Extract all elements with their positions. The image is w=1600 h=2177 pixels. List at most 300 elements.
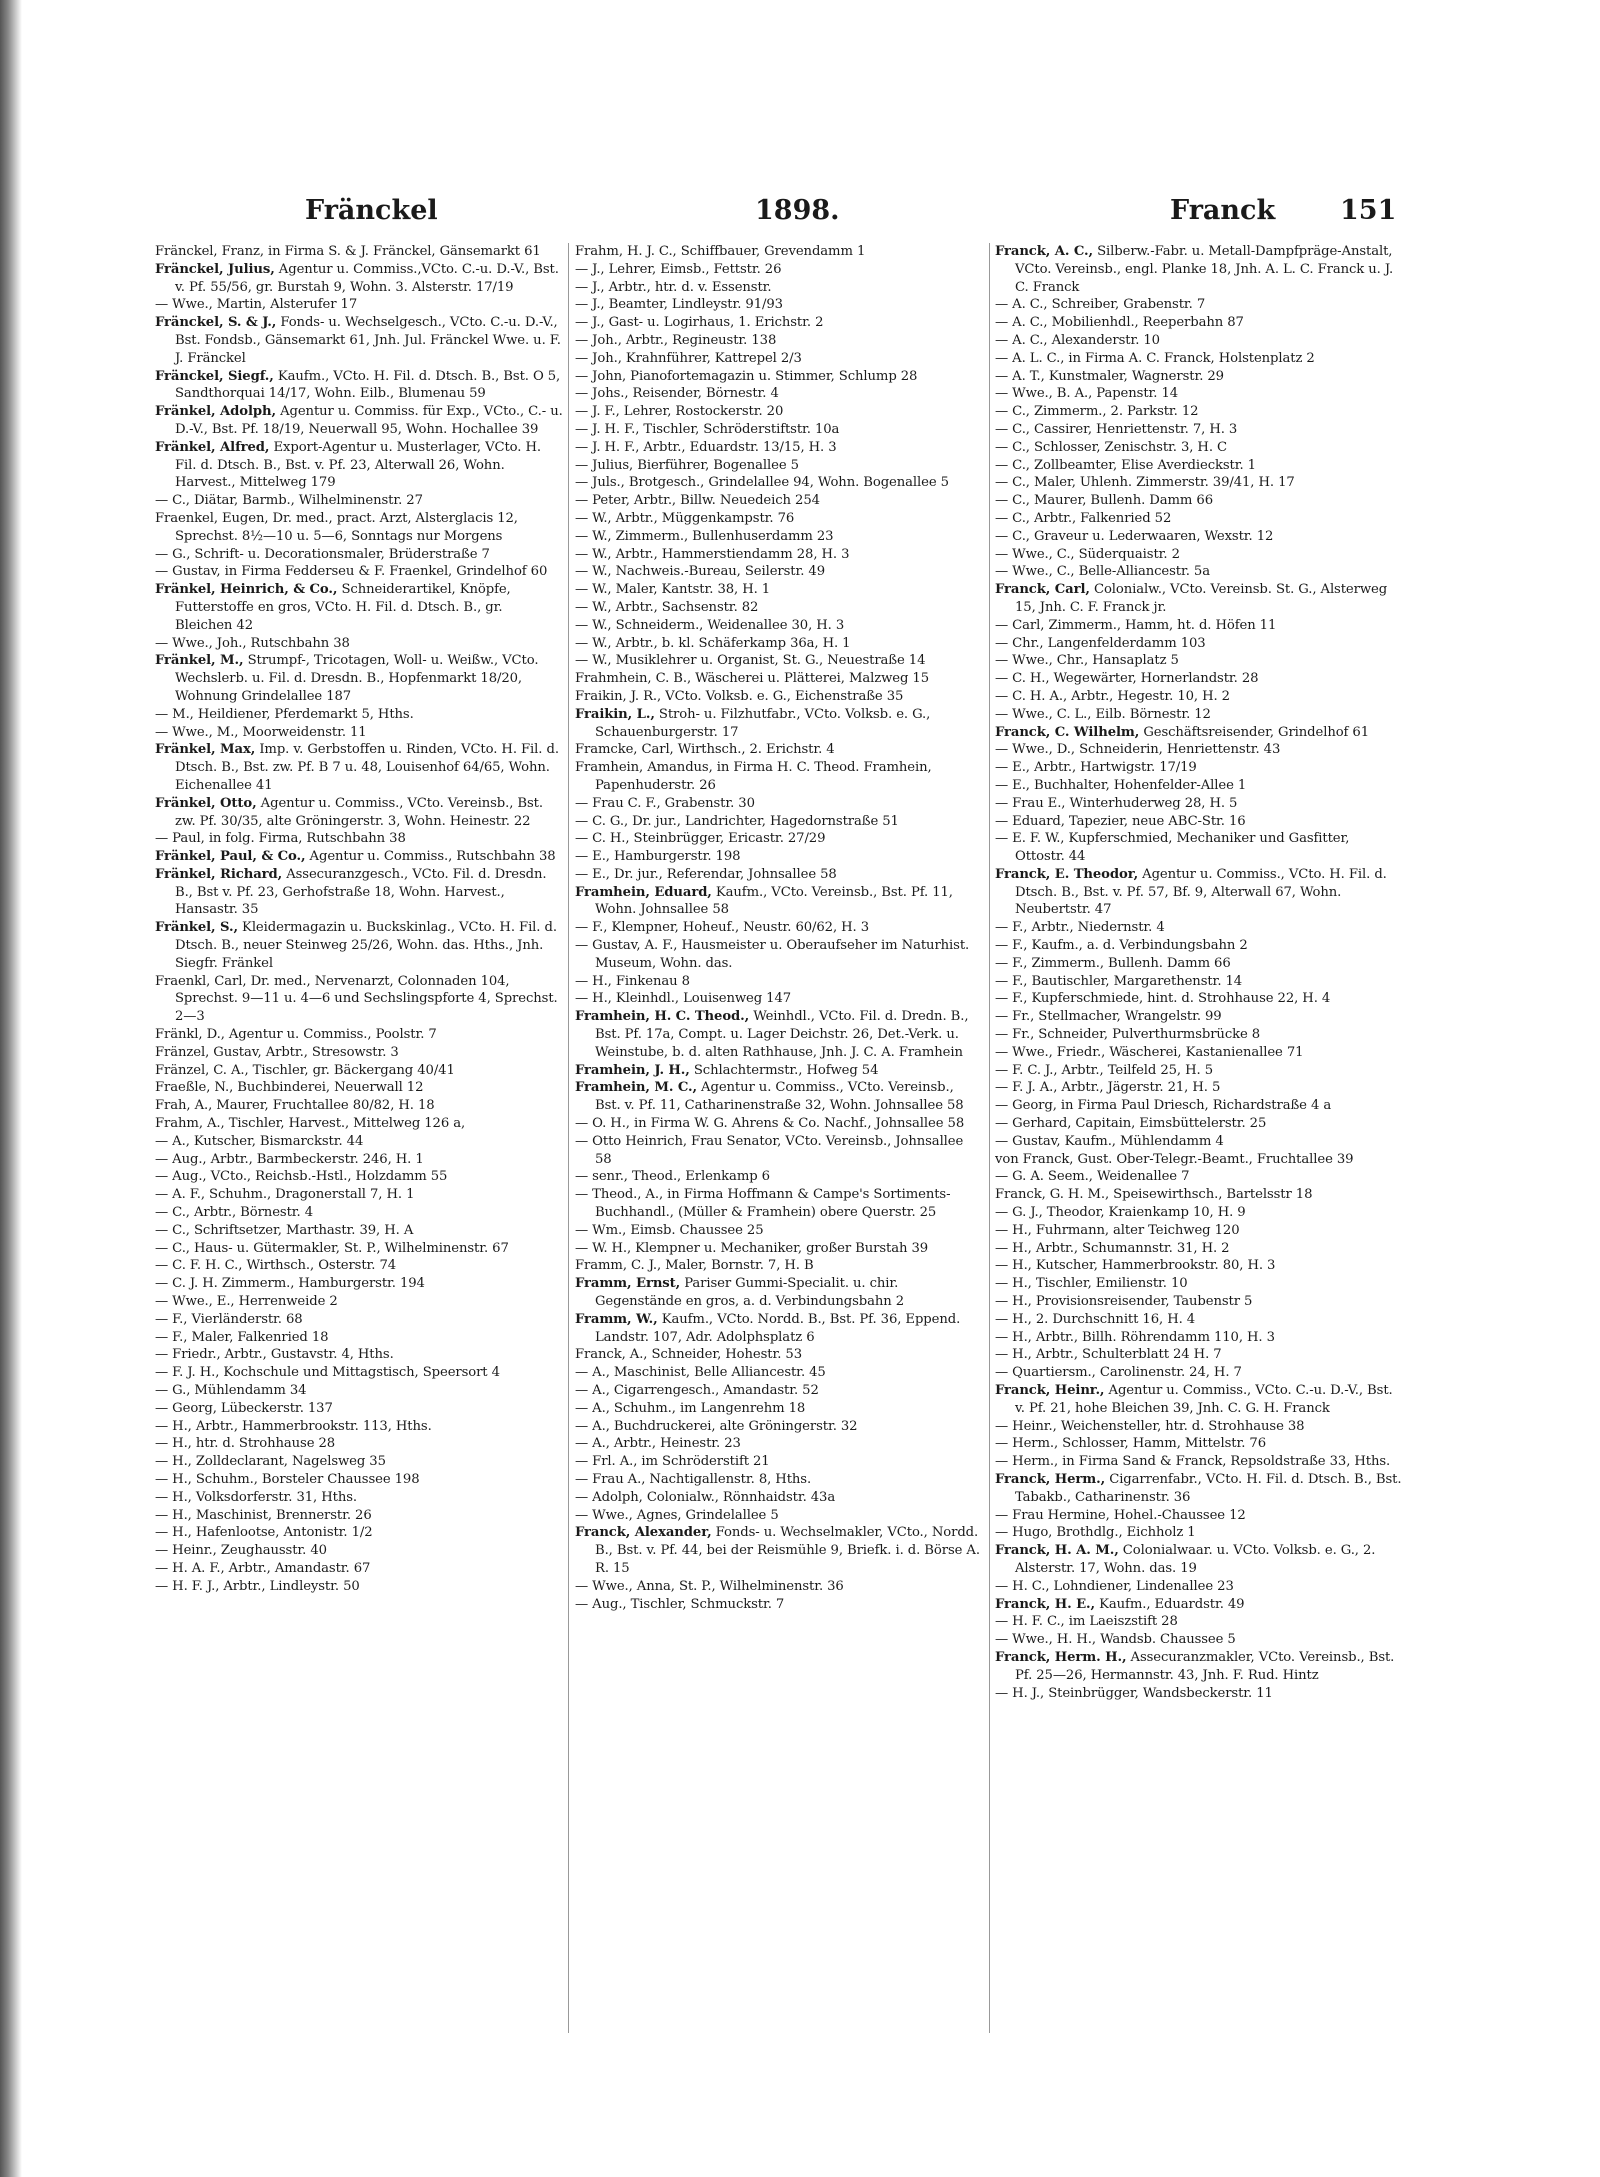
entry-text: — A. C., Mobilienhdl., Reeperbahn 87 [995,315,1244,331]
entry-text: — Julius, Bierführer, Bogenallee 5 [575,457,799,473]
directory-entry [995,1204,1403,1222]
entry-text: — H. C., Lohndiener, Lindenallee 23 [995,1578,1234,1594]
directory-entry [575,741,983,759]
entry-text: — C., Cassirer, Henriettenstr. 7, H. 3 [995,421,1238,437]
directory-entry [155,830,563,848]
directory-entry [575,243,983,261]
entry-text: — Frau C. F., Grabenstr. 30 [575,795,755,811]
entry-text: Fränzel, Gustav, Arbtr., Stresowstr. 3 [155,1044,399,1060]
entry-text: — H. A. F., Arbtr., Amandastr. 67 [155,1560,371,1576]
directory-page [155,195,1400,2035]
entry-text: von Franck, Gust. Ober-Telegr.-Beamt., Fruchtallee 39 [995,1151,1354,1167]
directory-entry [155,1329,563,1347]
directory-entry [155,1471,563,1489]
directory-entry [575,652,983,670]
entry-text: — Chr., Langenfelderdamm 103 [995,635,1206,651]
directory-entry [995,368,1403,386]
entry-text: — Heinr., Weichensteller, htr. d. Strohhause 38 [995,1418,1305,1434]
directory-entry [995,1578,1403,1596]
entry-text: — W., Maler, Kantstr. 38, H. 1 [575,582,771,598]
directory-entry [155,724,563,742]
directory-entry [995,866,1403,919]
directory-entry [995,1453,1403,1471]
entry-text: — H., Arbtr., Hammerbrookstr. 113, Hths. [155,1418,432,1434]
directory-entry [575,368,983,386]
entry-text: — Georg, in Firma Paul Driesch, Richardstraße 4 a [995,1098,1332,1114]
directory-entry [995,990,1403,1008]
directory-entry [155,1115,563,1133]
entry-text: — H., Provisionsreisender, Taubenstr 5 [995,1294,1253,1310]
entry-text: Kaufm., Eduardstr. 49 [1095,1596,1245,1612]
directory-entry [155,1186,563,1204]
directory-entry [155,1311,563,1329]
entry-text: — W., Arbtr., Sachsenstr. 82 [575,599,759,615]
entry-text: — G. J., Theodor, Kraienkamp 10, H. 9 [995,1205,1246,1221]
directory-entry [575,510,983,528]
entry-text: — Wwe., M., Moorweidenstr. 11 [155,724,367,740]
directory-entry [155,652,563,705]
entry-text: — F., Arbtr., Niedernstr. 4 [995,920,1165,936]
directory-entry [155,795,563,831]
entry-text: Frahmhein, C. B., Wäscherei u. Plätterei, Malzweg 15 [575,671,929,687]
entry-text: — G., Schrift- u. Decorationsmaler, Brüderstraße 7 [155,546,490,562]
entry-name-bold: Framhein, M. C., [575,1080,697,1096]
directory-entry [995,937,1403,955]
directory-entry [995,635,1403,653]
entry-text: — H., Schuhm., Borsteler Chaussee 198 [155,1471,420,1487]
directory-entry [155,510,563,546]
directory-entry [575,1008,983,1061]
entry-text: — Joh., Krahnführer, Kattrepel 2/3 [575,350,802,366]
page-number: 151 [1340,195,1397,226]
entry-text: Agentur u. Commiss. für Exp., VCto., C.- u. D.-V., Bst. Pf. 18/19, Neuerwall 95, Wohn. Hochallee 39 [175,404,563,437]
directory-entry [575,421,983,439]
entry-name-bold: Fränckel, S. & J., [155,315,277,331]
entry-text: — C., Zollbeamter, Elise Averdieckstr. 1 [995,457,1256,473]
entry-text: — Wm., Eimsb. Chaussee 25 [575,1222,764,1238]
directory-entry [995,741,1403,759]
directory-entry [995,1542,1403,1578]
entry-text: — Aug., Arbtr., Barmbeckerstr. 246, H. 1 [155,1151,424,1167]
directory-entry [995,528,1403,546]
entry-text: — A., Cigarrengesch., Amandastr. 52 [575,1383,819,1398]
entry-text: — C., Maurer, Bullenh. Damm 66 [995,493,1213,509]
directory-entry [575,1596,983,1614]
entry-name-bold: Franck, Heinr., [995,1383,1105,1398]
entry-text: — Wwe., Anna, St. P., Wilhelminenstr. 36 [575,1578,844,1594]
entry-text: Assecuranzmakler, VCto. Vereinsb., Bst. Pf. 25—26, Hermannstr. 43, Jnh. F. Rud. Hintz [1015,1649,1395,1683]
entry-text: — A. L. C., in Firma A. C. Franck, Holstenplatz 2 [995,350,1315,366]
directory-entry [995,1524,1403,1542]
directory-entry [575,1168,983,1186]
directory-entry [575,457,983,475]
directory-entry [995,1079,1403,1097]
entry-text: Weinhdl., VCto. Fil. d. Dredn. B., Bst. Pf. 17a, Compt. u. Lager Deichstr. 26, Det.-Verk. u. Weinstube, b. d. alten Rathhause, Jnh. J. C. A. Framhein [595,1009,969,1060]
directory-entry [995,1026,1403,1044]
entry-name-bold: Framhein, J. H., [575,1062,690,1078]
entry-text: — F. J. H., Kochschule und Mittagstisch, Speersort 4 [155,1365,500,1381]
entry-text: Fraikin, J. R., VCto. Volksb. e. G., Eichenstraße 35 [575,688,904,704]
entry-text: — C. H. A., Arbtr., Hegestr. 10, H. 2 [995,688,1230,704]
entry-text: Agentur u. Commiss., VCto. Vereinsb., Bst. v. Pf. 11, Catharinenstraße 32, Wohn. Johnsallee 58 [595,1080,964,1114]
directory-entry [575,990,983,1008]
directory-entry [995,474,1403,492]
directory-entry [995,1631,1403,1649]
entry-text: — John, Pianofortemagazin u. Stimmer, Schlump 28 [575,368,918,384]
directory-entry [995,421,1403,439]
directory-entry [575,1133,983,1169]
entry-text: — A. T., Kunstmaler, Wagnerstr. 29 [995,368,1224,384]
entry-text: — C., Arbtr., Börnestr. 4 [155,1205,314,1221]
directory-entry [995,243,1403,296]
entry-text: — Otto Heinrich, Frau Senator, VCto. Vereinsb., Johnsallee 58 [575,1133,964,1167]
entry-text: — F. C. J., Arbtr., Teilfeld 25, H. 5 [995,1062,1213,1078]
entry-text: Frahm, A., Tischler, Harvest., Mittelweg 126 a, [155,1116,466,1132]
entry-text: Kaufm., VCto. Vereinsb., Bst. Pf. 11, Wohn. Johnsallee 58 [595,884,953,918]
directory-entry [155,919,563,972]
directory-entry [155,314,563,367]
directory-entry [155,1133,563,1151]
entry-text: Stroh- u. Filzhutfabr., VCto. Volksb. e. G., Schauenburgerstr. 17 [595,706,931,740]
entry-text: Pariser Gummi-Specialit. u. chir. Gegenstände en gros, a. d. Verbindungsbahn 2 [595,1276,905,1310]
entry-text: — A., Buchdruckerei, alte Gröningerstr. 32 [575,1418,858,1434]
entry-text: — F., Vierländerstr. 68 [155,1311,303,1327]
entry-text: Export-Agentur u. Musterlager, VCto. H. Fil. d. Dtsch. B., Bst. v. Pf. 23, Alterwall 26, Wohn. Harvest., Mittelweg 179 [175,439,541,491]
entry-name-bold: Franck, C. Wilhelm, [995,724,1140,740]
directory-columns [155,243,1400,2033]
entry-text: Geschäftsreisender, Grindelhof 61 [1139,724,1370,740]
directory-entry [155,1222,563,1240]
directory-entry [155,1275,563,1293]
directory-entry [155,1400,563,1418]
entry-text: — Herm., Schlosser, Hamm, Mittelstr. 76 [995,1436,1267,1452]
entry-text: — Joh., Arbtr., Regineustr. 138 [575,332,777,348]
directory-entry [995,706,1403,724]
entry-text: — Peter, Arbtr., Billw. Neuedeich 254 [575,493,820,509]
directory-entry [995,1293,1403,1311]
directory-entry [995,439,1403,457]
entry-text: — J., Beamter, Lindleystr. 91/93 [575,297,783,313]
directory-entry [575,937,983,973]
entry-text: — G., Mühlendamm 34 [155,1383,307,1398]
directory-entry [575,474,983,492]
directory-entry [575,1257,983,1275]
directory-entry [995,1222,1403,1240]
directory-entry [155,1435,563,1453]
entry-name-bold: Fränkel, Alfred, [155,439,270,455]
entry-text: — C., Schriftsetzer, Marthastr. 39, H. A [155,1222,414,1238]
entry-text: — Wwe., Chr., Hansaplatz 5 [995,653,1179,669]
entry-text: Fränkl, D., Agentur u. Commiss., Poolstr. 7 [155,1027,437,1043]
entry-text: — A., Kutscher, Bismarckstr. 44 [155,1133,364,1149]
entry-name-bold: Franck, E. Theodor, [995,866,1139,882]
entry-text: — H., Zolldeclarant, Nagelsweg 35 [155,1454,386,1470]
entry-text: — Wwe., Joh., Rutschbahn 38 [155,635,350,651]
directory-entry [155,635,563,653]
directory-entry [995,492,1403,510]
entry-text: — Wwe., Martin, Alsterufer 17 [155,297,358,313]
directory-entry [575,1222,983,1240]
entry-text: Fraenkl, Carl, Dr. med., Nervenarzt, Colonnaden 104, Sprechst. 9—11 u. 4—6 und Sechslingspforte 4, Sprechst. 2—3 [155,973,558,1025]
entry-text: — Wwe., C., Süderquaistr. 2 [995,546,1180,562]
directory-entry [155,563,563,581]
entry-text: Fraenkel, Eugen, Dr. med., pract. Arzt, Alsterglacis 12, Sprechst. 8½—10 u. 5—6, Sonntags nur Morgens [155,510,518,544]
entry-text: Fraeßle, N., Buchbinderei, Neuerwall 12 [155,1080,424,1096]
directory-entry [995,795,1403,813]
entry-text: Agentur u. Commiss., VCto. Vereinsb., Bst. zw. Pf. 30/35, alte Gröningerstr. 3, Wohn. Heinestr. 22 [175,795,543,829]
directory-entry [575,439,983,457]
entry-text: — C., Arbtr., Falkenried 52 [995,510,1172,526]
directory-entry [575,848,983,866]
entry-text: — H., Arbtr., Billh. Röhrendamm 110, H. 3 [995,1329,1275,1345]
directory-entry [575,261,983,279]
directory-entry [575,1186,983,1222]
entry-text: — O. H., in Firma W. G. Ahrens & Co. Nachf., Johnsallee 58 [575,1116,965,1132]
column-3 [995,243,1403,2033]
entry-text: — Wwe., C., Belle-Alliancestr. 5a [995,564,1210,580]
directory-entry [995,724,1403,742]
entry-text: — Paul, in folg. Firma, Rutschbahn 38 [155,831,406,847]
directory-entry [995,1186,1403,1204]
directory-entry [995,457,1403,475]
directory-entry [995,1097,1403,1115]
directory-entry [995,1062,1403,1080]
directory-entry [575,546,983,564]
entry-text: — Theod., A., in Firma Hoffmann & Campe's Sortiments-Buchhandl., (Müller & Framhein) obere Querstr. 25 [575,1187,951,1221]
entry-text: — C., Maler, Uhlenh. Zimmerstr. 39/41, H. 17 [995,475,1295,491]
entry-text: — Georg, Lübeckerstr. 137 [155,1400,333,1416]
entry-text: Kaufm., VCto. Nordd. B., Bst. Pf. 36, Eppend. Landstr. 107, Adr. Adolphsplatz 6 [595,1311,961,1345]
entry-text: — Wwe., Agnes, Grindelallee 5 [575,1507,779,1523]
directory-entry [995,1649,1403,1685]
entry-name-bold: Franck, Alexander, [575,1525,712,1541]
entry-text: — A., Maschinist, Belle Alliancestr. 45 [575,1365,826,1381]
entry-text: Strumpf-, Tricotagen, Woll- u. Weißw., VCto. Wechslerb. u. Fil. d. Dresdn. B., Hopfenmarkt 18/20, Wohnung Grindelallee 187 [175,653,539,704]
entry-text: — W., Arbtr., Müggenkampstr. 76 [575,510,795,526]
entry-text: — J., Lehrer, Eimsb., Fettstr. 26 [575,261,782,277]
directory-entry [575,1418,983,1436]
entry-name-bold: Fränckel, Julius, [155,261,275,277]
entry-text: — Hugo, Brothdlg., Eichholz 1 [995,1525,1196,1541]
directory-entry [155,1151,563,1169]
entry-text: — Frau A., Nachtigallenstr. 8, Hths. [575,1471,812,1487]
entry-text: — Wwe., C. L., Eilb. Börnestr. 12 [995,706,1211,722]
directory-entry [155,546,563,564]
entry-text: — C. J. H. Zimmerm., Hamburgerstr. 194 [155,1276,425,1292]
running-head-year: 1898. [755,195,840,226]
directory-entry [575,1062,983,1080]
directory-entry [995,759,1403,777]
directory-entry [995,581,1403,617]
entry-text: — C., Zimmerm., 2. Parkstr. 12 [995,404,1199,420]
entry-name-bold: Franck, H. A. M., [995,1543,1119,1559]
directory-entry [155,1578,563,1596]
entry-text: — F., Maler, Falkenried 18 [155,1329,329,1345]
directory-entry [995,919,1403,937]
entry-name-bold: Fränckel, Siegf., [155,368,274,384]
directory-entry [155,1293,563,1311]
directory-entry [575,279,983,297]
entry-text: — H., Fuhrmann, alter Teichweg 120 [995,1222,1240,1238]
entry-text: — J., Gast- u. Logirhaus, 1. Erichstr. 2 [575,315,824,331]
entry-text: — C. H., Steinbrügger, Ericastr. 27/29 [575,831,826,847]
entry-text: Agentur u. Commiss., VCto. H. Fil. d. Dtsch. B., Bst. v. Pf. 57, Bf. 9, Alterwall 67, Wohn. Neubertstr. 47 [1015,866,1387,918]
entry-text: — Wwe., E., Herrenweide 2 [155,1294,338,1310]
directory-entry [575,1578,983,1596]
entry-text: — E., Buchhalter, Hohenfelder-Allee 1 [995,777,1247,793]
entry-name-bold: Fraikin, L., [575,706,655,722]
entry-text: — F., Bautischler, Margarethenstr. 14 [995,973,1243,989]
directory-entry [575,296,983,314]
entry-text: Assecuranzgesch., VCto. Fil. d. Dresdn. B., Bst v. Pf. 23, Gerhofstraße 18, Wohn. Harvest., Hansastr. 35 [175,866,547,918]
directory-entry [995,652,1403,670]
entry-text: — Gustav, A. F., Hausmeister u. Oberaufseher im Naturhist. Museum, Wohn. das. [575,938,970,971]
entry-text: Silberw.-Fabr. u. Metall-Dampfpräge-Anstalt, VCto. Vereinsb., engl. Planke 18, Jnh. A. L. C. Franck u. J. C. Franck [1015,244,1394,295]
directory-entry [575,830,983,848]
entry-text: — H., Maschinist, Brennerstr. 26 [155,1507,372,1523]
entry-text: — F., Kupferschmiede, hint. d. Strohhause 22, H. 4 [995,991,1331,1007]
entry-name-bold: Framm, Ernst, [575,1276,681,1292]
directory-entry [575,1471,983,1489]
entry-text: — Fr., Schneider, Pulverthurmsbrücke 8 [995,1027,1261,1043]
entry-text: — senr., Theod., Erlenkamp 6 [575,1169,770,1185]
directory-entry [155,581,563,634]
entry-text: — C. H., Wegewärter, Hornerlandstr. 28 [995,671,1259,687]
entry-text: — H., htr. d. Strohhause 28 [155,1436,336,1452]
directory-entry [575,617,983,635]
entry-name-bold: Fränkel, Max, [155,742,256,758]
directory-entry [155,261,563,297]
directory-entry [155,866,563,919]
directory-entry [155,1418,563,1436]
entry-text: — W., Nachweis.-Bureau, Seilerstr. 49 [575,564,826,580]
entry-text: — Friedr., Arbtr., Gustavstr. 4, Hths. [155,1347,394,1363]
directory-entry [995,1596,1403,1614]
directory-entry [995,1329,1403,1347]
directory-entry [995,350,1403,368]
directory-entry [575,919,983,937]
directory-entry [575,795,983,813]
entry-text: — H., Finkenau 8 [575,973,690,989]
page-header [155,195,1400,241]
directory-entry [995,510,1403,528]
entry-text: — E. F. W., Kupferschmied, Mechaniker und Gasfitter, Ottostr. 44 [995,831,1350,865]
scan-left-edge [0,0,22,2177]
directory-entry [995,563,1403,581]
column-2 [575,243,983,2033]
entry-text: — C., Haus- u. Gütermakler, St. P., Wilhelminenstr. 67 [155,1240,509,1256]
entry-text: Agentur u. Commiss.,VCto. C.-u. D.-V., Bst. v. Pf. 55/56, gr. Burstah 9, Wohn. 3. Alsterstr. 17/19 [175,261,559,295]
directory-entry [995,1435,1403,1453]
entry-text: — W., Zimmerm., Bullenhuserdamm 23 [575,528,834,544]
entry-text: — Gustav, Kaufm., Mühlendamm 4 [995,1133,1224,1149]
entry-text: — Carl, Zimmerm., Hamm, ht. d. Höfen 11 [995,617,1277,633]
directory-entry [155,973,563,1026]
directory-entry [155,1560,563,1578]
directory-entry [995,1275,1403,1293]
directory-entry [995,1364,1403,1382]
entry-name-bold: Framhein, H. C. Theod., [575,1009,750,1025]
directory-entry [155,243,563,261]
entry-text: Frahm, H. J. C., Schiffbauer, Grevendamm 1 [575,244,866,259]
directory-entry [575,706,983,742]
directory-entry [155,1026,563,1044]
directory-entry [155,1044,563,1062]
entry-text: — Fr., Stellmacher, Wrangelstr. 99 [995,1009,1222,1025]
entry-text: — J., Arbtr., htr. d. v. Essenstr. [575,279,772,295]
entry-text: — C., Graveur u. Lederwaaren, Wexstr. 12 [995,528,1274,544]
column-1 [155,243,563,2033]
entry-text: — J. H. F., Arbtr., Eduardstr. 13/15, H. 3 [575,439,837,455]
entry-text: — H., Kutscher, Hammerbrookstr. 80, H. 3 [995,1258,1276,1274]
directory-entry [995,1133,1403,1151]
entry-text: — W., Arbtr., b. kl. Schäferkamp 36a, H. 1 [575,635,851,651]
directory-entry [995,385,1403,403]
directory-entry [995,332,1403,350]
directory-entry [575,635,983,653]
entry-name-bold: Framhein, Eduard, [575,884,712,900]
running-head-right: Franck [1170,195,1276,226]
column-divider [989,243,990,2033]
directory-entry [155,1489,563,1507]
entry-text: — C. F. H. C., Wirthsch., Osterstr. 74 [155,1258,397,1274]
entry-text: Kleidermagazin u. Buckskinlag., VCto. H. Fil. d. Dtsch. B., neuer Steinweg 25/26, Wohn. das. Hths., Jnh. Siegfr. Fränkel [175,920,557,971]
entry-text: — F., Kaufm., a. d. Verbindungsbahn 2 [995,938,1248,954]
entry-text: — F., Zimmerm., Bullenh. Damm 66 [995,955,1231,971]
directory-entry [575,385,983,403]
entry-text: Agentur u. Commiss., VCto. C.-u. D.-V., Bst. v. Pf. 21, hohe Bleichen 39, Jnh. C. G. H. Franck [1015,1383,1393,1416]
directory-entry [995,1044,1403,1062]
directory-entry [995,1613,1403,1631]
entry-text: — W., Arbtr., Hammerstiendamm 28, H. 3 [575,546,850,562]
directory-entry [575,581,983,599]
directory-entry [575,1115,983,1133]
entry-name-bold: Framm, W., [575,1311,658,1327]
directory-entry [575,759,983,795]
directory-entry [575,1400,983,1418]
entry-text: Colonialw., VCto. Vereinsb. St. G., Alsterweg 15, Jnh. C. F. Franck jr. [1015,582,1388,615]
directory-entry [575,1453,983,1471]
entry-text: — A. F., Schuhm., Dragonerstall 7, H. 1 [155,1187,415,1203]
entry-text: — Heinr., Zeughausstr. 40 [155,1543,327,1559]
directory-entry [155,1346,563,1364]
directory-entry [575,528,983,546]
directory-entry [155,1524,563,1542]
directory-entry [995,403,1403,421]
directory-entry [575,1079,983,1115]
entry-text: — M., Heildiener, Pferdemarkt 5, Hths. [155,706,414,722]
directory-entry [155,1168,563,1186]
directory-entry [995,1151,1403,1169]
directory-entry [575,314,983,332]
entry-text: — Frau Hermine, Hohel.-Chaussee 12 [995,1507,1246,1523]
entry-text: — W., Schneiderm., Weidenallee 30, H. 3 [575,617,845,633]
directory-entry [995,617,1403,635]
directory-entry [155,403,563,439]
entry-text: — H. F. J., Arbtr., Lindleystr. 50 [155,1578,360,1594]
entry-text: — Herm., in Firma Sand & Franck, Repsoldstraße 33, Hths. [995,1454,1391,1470]
entry-text: — E., Hamburgerstr. 198 [575,849,741,865]
directory-entry [155,848,563,866]
directory-entry [575,670,983,688]
directory-entry [155,1382,563,1400]
entry-text: — Wwe., B. A., Papenstr. 14 [995,386,1179,402]
entry-text: Franck, G. H. M., Speisewirthsch., Bartelsstr 18 [995,1187,1313,1203]
entry-text: Kaufm., VCto. H. Fil. d. Dtsch. B., Bst. O 5, Sandthorquai 14/17, Wohn. Eilb., Blumenau 59 [175,368,561,402]
entry-text: Colonialwaar. u. VCto. Volksb. e. G., 2. Alsterstr. 17, Wohn. das. 19 [1015,1543,1376,1576]
entry-text: — H., Kleinhdl., Louisenweg 147 [575,991,792,1007]
entry-name-bold: Fränkel, Heinrich, & Co., [155,582,338,598]
